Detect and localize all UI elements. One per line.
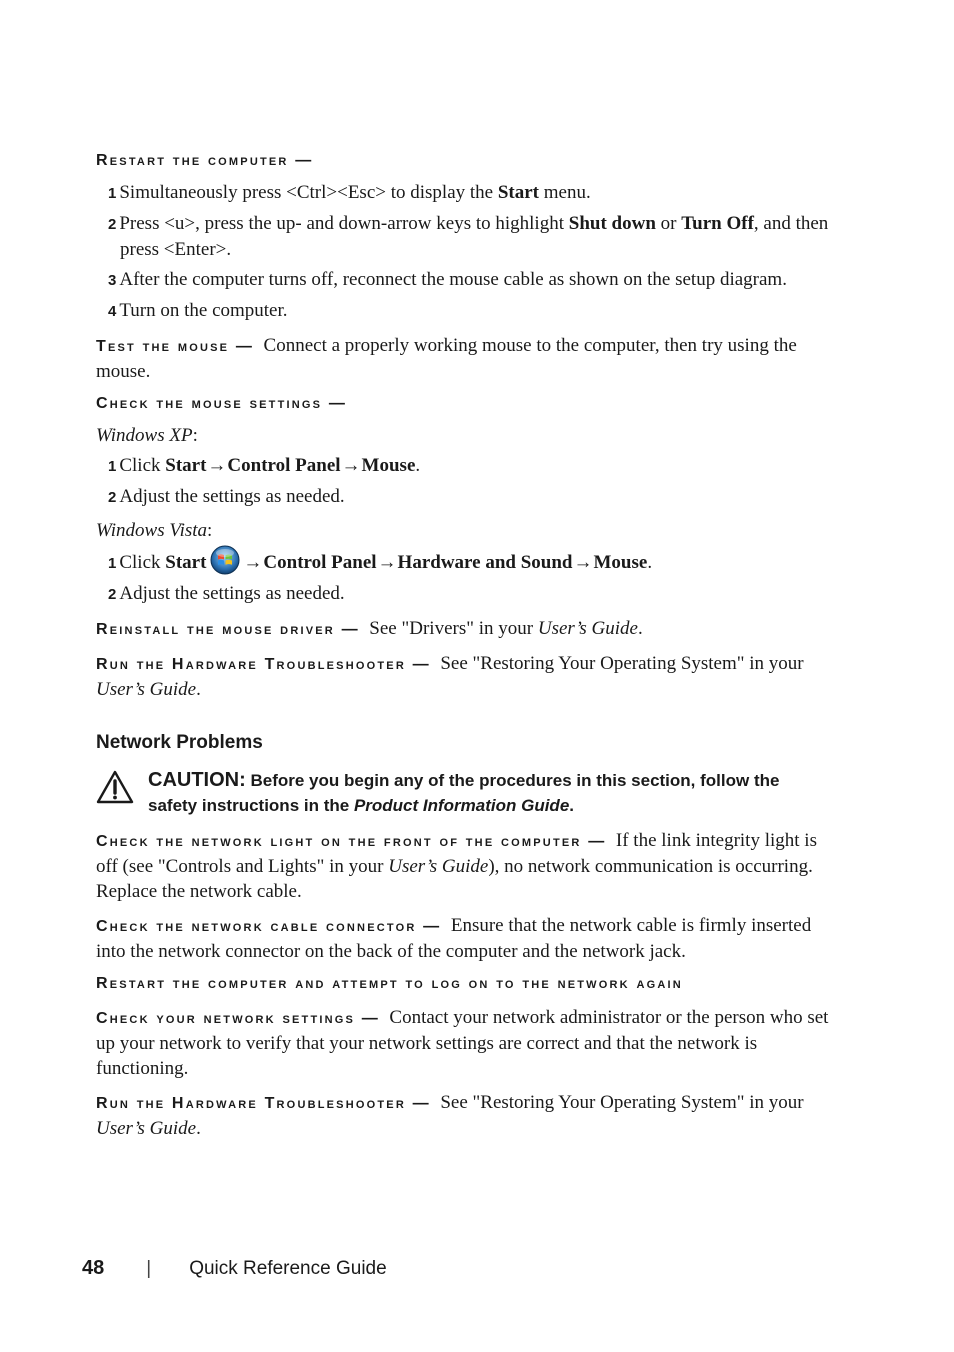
troubleshooter-paragraph xyxy=(96,651,831,702)
arrow-icon: → xyxy=(377,552,397,573)
step-item xyxy=(96,298,831,324)
network-light-paragraph xyxy=(96,828,831,904)
arrow-icon: → xyxy=(207,455,227,476)
footer-title: Quick Reference Guide xyxy=(189,1257,387,1279)
period: . xyxy=(647,552,653,573)
step-text: , and then press <Enter>. xyxy=(120,213,829,260)
section-heading: Reinstall the mouse driver — xyxy=(96,621,360,638)
ui-term: Hardware and Sound xyxy=(397,552,573,573)
section-heading: Check the mouse settings — xyxy=(96,395,348,412)
body-text: ), no network communication is occurring. Replace the network cable. xyxy=(96,856,813,902)
mouse-settings-heading-line xyxy=(96,393,831,415)
guide-reference: User’s Guide xyxy=(388,856,489,877)
section-heading: Test the mouse — xyxy=(96,338,255,355)
ui-term: Mouse xyxy=(361,455,416,476)
section-heading: Check the network light on the front of the computer — xyxy=(96,833,607,850)
ui-term: Start xyxy=(497,182,539,203)
section-heading: Run the Hardware Troubleshooter — xyxy=(96,656,431,673)
section-heading: Check your network settings — xyxy=(96,1010,380,1027)
ui-term: Start xyxy=(165,455,207,476)
caution-body: Before you begin any of the procedures in this section, follow the safety instructions in the xyxy=(148,771,780,815)
restart-logon-heading-line xyxy=(96,973,831,995)
network-settings-paragraph xyxy=(96,1005,831,1081)
os-name: Windows XP xyxy=(96,425,193,446)
step-number: 2 xyxy=(108,216,117,233)
test-mouse-paragraph xyxy=(96,333,831,384)
step-number: 1 xyxy=(108,458,117,475)
caution-label: CAUTION: xyxy=(148,769,246,791)
step-number: 3 xyxy=(108,272,117,289)
restart-heading-line xyxy=(96,150,831,172)
section-heading: Run the Hardware Troubleshooter — xyxy=(96,1095,431,1112)
body-text: See "Drivers" in your xyxy=(369,618,538,639)
caution-text xyxy=(148,768,831,818)
step-text: or xyxy=(655,213,682,234)
step-item xyxy=(96,581,831,607)
step-number: 1 xyxy=(108,185,117,202)
body-text: Ensure that the network cable is firmly inserted into the network connector on the back of the computer and the network jack. xyxy=(96,915,812,962)
body-text: Contact your network administrator or the person who set up your network to verify that your network settings are correct and that the network is functioning. xyxy=(96,1007,829,1079)
step-text: Click xyxy=(119,455,166,476)
step-item xyxy=(96,484,831,510)
body-text: . xyxy=(196,679,201,700)
ui-term: Start xyxy=(165,552,207,573)
arrow-icon: → xyxy=(573,552,593,573)
guide-reference: User’s Guide xyxy=(96,1118,197,1139)
ui-term: Mouse xyxy=(593,552,648,573)
body-text: Connect a properly working mouse to the computer, then try using the mouse. xyxy=(96,335,797,382)
section-heading: Check the network cable connector — xyxy=(96,918,442,935)
step-text: Adjust the settings as needed. xyxy=(119,486,345,507)
step-item xyxy=(96,180,831,206)
ui-term: Shut down xyxy=(568,213,656,234)
step-number: 4 xyxy=(108,303,117,320)
arrow-icon: → xyxy=(341,455,361,476)
network-problems-title: Network Problems xyxy=(96,732,263,753)
cable-connector-paragraph xyxy=(96,913,831,964)
step-text: Press <u>, press the up- and down-arrow keys to highlight xyxy=(119,213,569,234)
step-text: menu. xyxy=(539,182,591,203)
step-number: 2 xyxy=(108,586,117,603)
guide-reference: User’s Guide xyxy=(96,679,197,700)
step-number: 1 xyxy=(108,555,117,572)
step-number: 2 xyxy=(108,489,117,506)
section-heading: Restart the computer and attempt to log on to the network again xyxy=(96,975,683,992)
period: . xyxy=(415,455,421,476)
body-text: . xyxy=(637,618,643,639)
body-text: See "Restoring Your Operating System" in your xyxy=(440,1092,804,1113)
caution-warning-icon xyxy=(96,770,134,804)
step-text: Click xyxy=(119,552,166,573)
step-text: After the computer turns off, reconnect the mouse cable as shown on the setup diagram. xyxy=(119,269,787,290)
page-content xyxy=(96,150,831,1150)
step-text: Turn on the computer. xyxy=(119,300,288,321)
reinstall-driver-paragraph xyxy=(96,616,831,642)
os-label xyxy=(96,423,831,448)
colon: : xyxy=(207,520,213,541)
windows-start-orb-icon xyxy=(210,545,240,575)
network-troubleshooter-paragraph xyxy=(96,1090,831,1141)
page-footer xyxy=(82,1257,387,1280)
body-text: . xyxy=(196,1118,201,1139)
body-text: See "Restoring Your Operating System" in your xyxy=(440,653,804,674)
guide-reference: Product Information Guide xyxy=(353,796,570,815)
step-text: Simultaneously press <Ctrl><Esc> to display the xyxy=(119,182,498,203)
arrow-icon: → xyxy=(243,552,263,573)
step-item xyxy=(96,545,831,576)
section-heading: Restart the computer — xyxy=(96,152,314,169)
caution-body: . xyxy=(569,796,575,815)
guide-reference: User’s Guide xyxy=(537,618,638,639)
os-name: Windows Vista xyxy=(96,520,208,541)
os-label xyxy=(96,518,831,543)
step-item xyxy=(96,267,831,293)
ui-term: Control Panel xyxy=(263,552,377,573)
step-item xyxy=(96,453,831,479)
page-number: 48 xyxy=(82,1257,105,1279)
step-text: Adjust the settings as needed. xyxy=(119,583,345,604)
ui-term: Turn Off xyxy=(681,213,754,234)
body-text: If the link integrity light is off (see "Controls and Lights" in your xyxy=(96,830,817,877)
footer-separator: | xyxy=(146,1257,152,1279)
caution-notice xyxy=(96,768,831,818)
colon: : xyxy=(192,425,198,446)
step-item xyxy=(96,211,831,262)
ui-term: Control Panel xyxy=(227,455,341,476)
